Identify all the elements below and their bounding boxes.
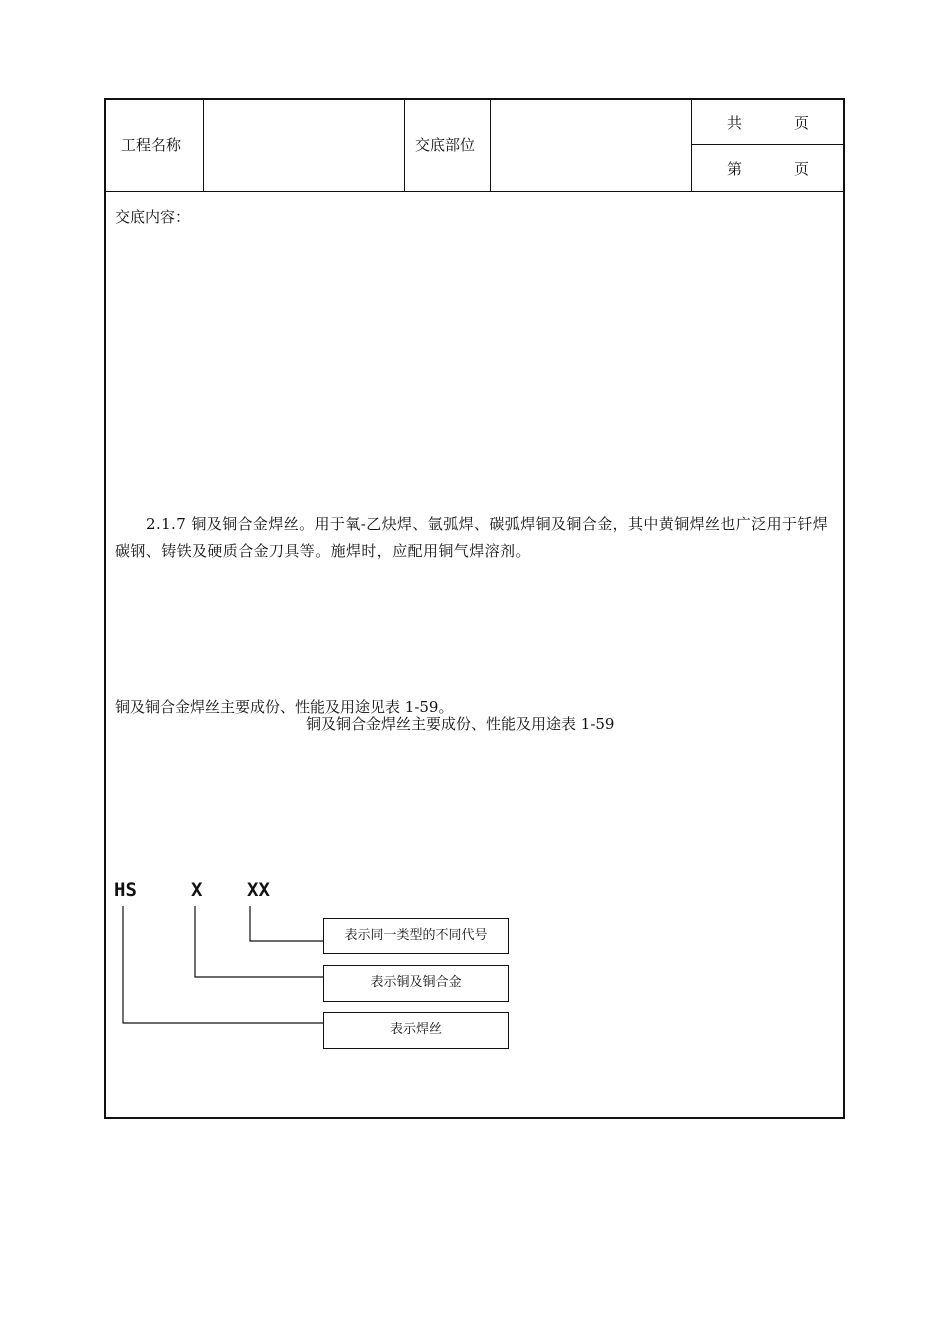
page-number-unit: 页 [794, 160, 810, 178]
code-xx: XX [247, 879, 270, 901]
code-x: X [191, 879, 203, 901]
connector-hs [123, 906, 323, 1023]
handover-part-label: 交底部位 [415, 136, 476, 154]
label-box-copper-alloy: 表示铜及铜合金 [323, 965, 509, 1002]
code-hs: HS [114, 879, 137, 901]
total-pages-unit: 页 [794, 114, 810, 132]
content-label: 交底内容： [115, 208, 191, 226]
page-number-label: 第 [727, 160, 743, 178]
connector-xx [250, 906, 323, 941]
paragraph-copper-wire: 2.1.7 铜及铜合金焊丝。用于氧-乙炔焊、氩弧焊、碳弧焊铜及铜合金，其中黄铜焊丝也广泛用于钎焊碳钢、铸铁及硬质合金刀具等。施焊时，应配用铜气焊溶剂。 [115, 515, 829, 560]
label-box-welding-wire: 表示焊丝 [323, 1012, 509, 1049]
project-name-label: 工程名称 [121, 136, 182, 154]
paragraph-table-reference: 铜及铜合金焊丝主要成份、性能及用途见表 1-59。 [115, 698, 454, 716]
label-box-type-code: 表示同一类型的不同代号 [323, 918, 509, 954]
table-caption: 铜及铜合金焊丝主要成份、性能及用途表 1-59 [306, 715, 615, 733]
total-pages-label: 共 [727, 114, 743, 132]
